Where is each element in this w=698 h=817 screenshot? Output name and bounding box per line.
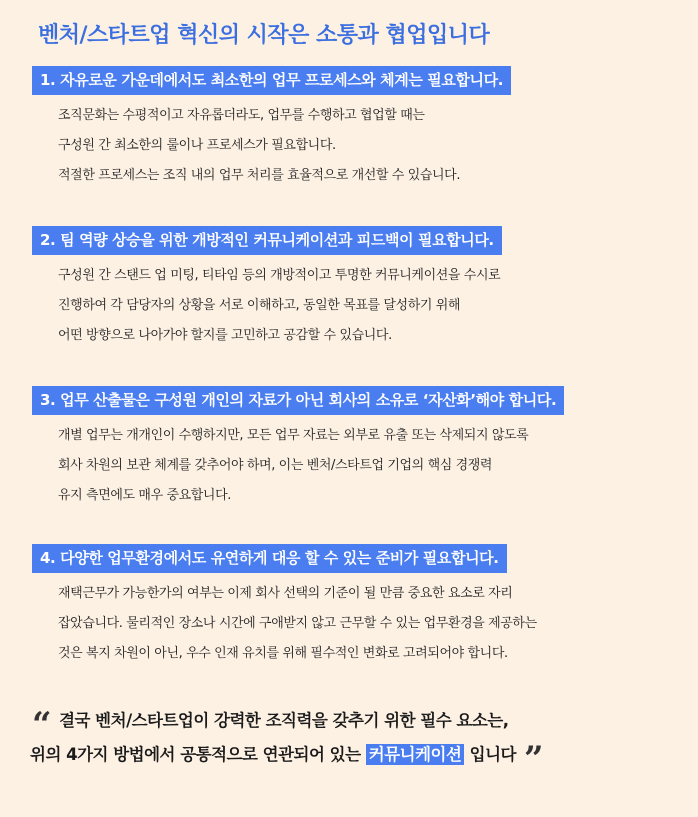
section-2-line: 구성원 간 스탠드 업 미팅, 티타임 등의 개방적이고 투명한 커뮤니케이션을 수시로: [58, 268, 501, 283]
section-2-body: [32, 261, 672, 351]
quote-text-2-prefix: 위의 4가지 방법에서 공통적으로 연관되어 있는: [30, 745, 366, 764]
section-2-heading: 2. 팀 역량 상승을 위한 개방적인 커뮤니케이션과 피드백이 필요합니다.: [32, 226, 502, 255]
section-1-line: 조직문화는 수평적이고 자유롭더라도, 업무를 수행하고 협업할 때는: [58, 108, 425, 123]
page-title: 벤처/스타트업 혁신의 시작은 소통과 협업입니다: [38, 23, 490, 48]
section-1: [32, 66, 672, 191]
section-2-line: 진행하여 각 담당자의 상황을 서로 이해하고, 동일한 목표를 달성하기 위해: [58, 298, 461, 313]
section-1-heading: 1. 자유로운 가운데에서도 최소한의 업무 프로세스와 체계는 필요합니다.: [32, 66, 511, 95]
section-2-line: 어떤 방향으로 나아가야 할지를 고민하고 공감할 수 있습니다.: [58, 328, 392, 343]
section-3-line: 회사 차원의 보관 체계를 갖추어야 하며, 이는 벤처/스타트업 기업의 핵심 경쟁력: [58, 458, 493, 473]
quote-line-1: [30, 705, 670, 745]
section-4-heading: 4. 다양한 업무환경에서도 유연하게 대응 할 수 있는 준비가 필요합니다.: [32, 544, 507, 573]
open-quote-icon: “: [32, 705, 52, 745]
section-3-line: 개별 업무는 개개인이 수행하지만, 모든 업무 자료는 외부로 유출 또는 삭제되지 않도록: [58, 428, 529, 443]
quote-highlight: 커뮤니케이션: [366, 744, 465, 765]
section-4-body: [32, 579, 672, 669]
section-2: [32, 226, 672, 351]
section-4: [32, 544, 672, 669]
quote-text-2-suffix: 입니다: [464, 745, 516, 764]
quote-line-2: [30, 739, 670, 779]
section-1-line: 구성원 간 최소한의 룰이나 프로세스가 필요합니다.: [58, 138, 336, 153]
section-3-heading: 3. 업무 산출물은 구성원 개인의 자료가 아닌 회사의 소유로 ‘자산화’해야 합니다.: [32, 386, 564, 415]
section-3-line: 유지 측면에도 매우 중요합니다.: [58, 488, 231, 503]
section-3: [32, 386, 672, 511]
quote-text-1: 결국 벤처/스타트업이 강력한 조직력을 갖추기 위한 필수 요소는,: [59, 711, 509, 730]
section-1-body: [32, 101, 672, 191]
section-4-line: 잡았습니다. 물리적인 장소나 시간에 구애받지 않고 근무할 수 있는 업무환경을 제공하는: [58, 616, 537, 631]
section-4-line: 재택근무가 가능한가의 여부는 이제 회사 선택의 기준이 될 만큼 중요한 요소로 자리: [58, 586, 513, 601]
section-3-body: [32, 421, 672, 511]
close-quote-icon: ”: [524, 739, 544, 779]
section-1-line: 적절한 프로세스는 조직 내의 업무 처리를 효율적으로 개선할 수 있습니다.: [58, 168, 461, 183]
closing-quote: [30, 705, 670, 779]
section-4-line: 것은 복지 차원이 아닌, 우수 인재 유치를 위해 필수적인 변화로 고려되어야 합니다.: [58, 646, 508, 661]
